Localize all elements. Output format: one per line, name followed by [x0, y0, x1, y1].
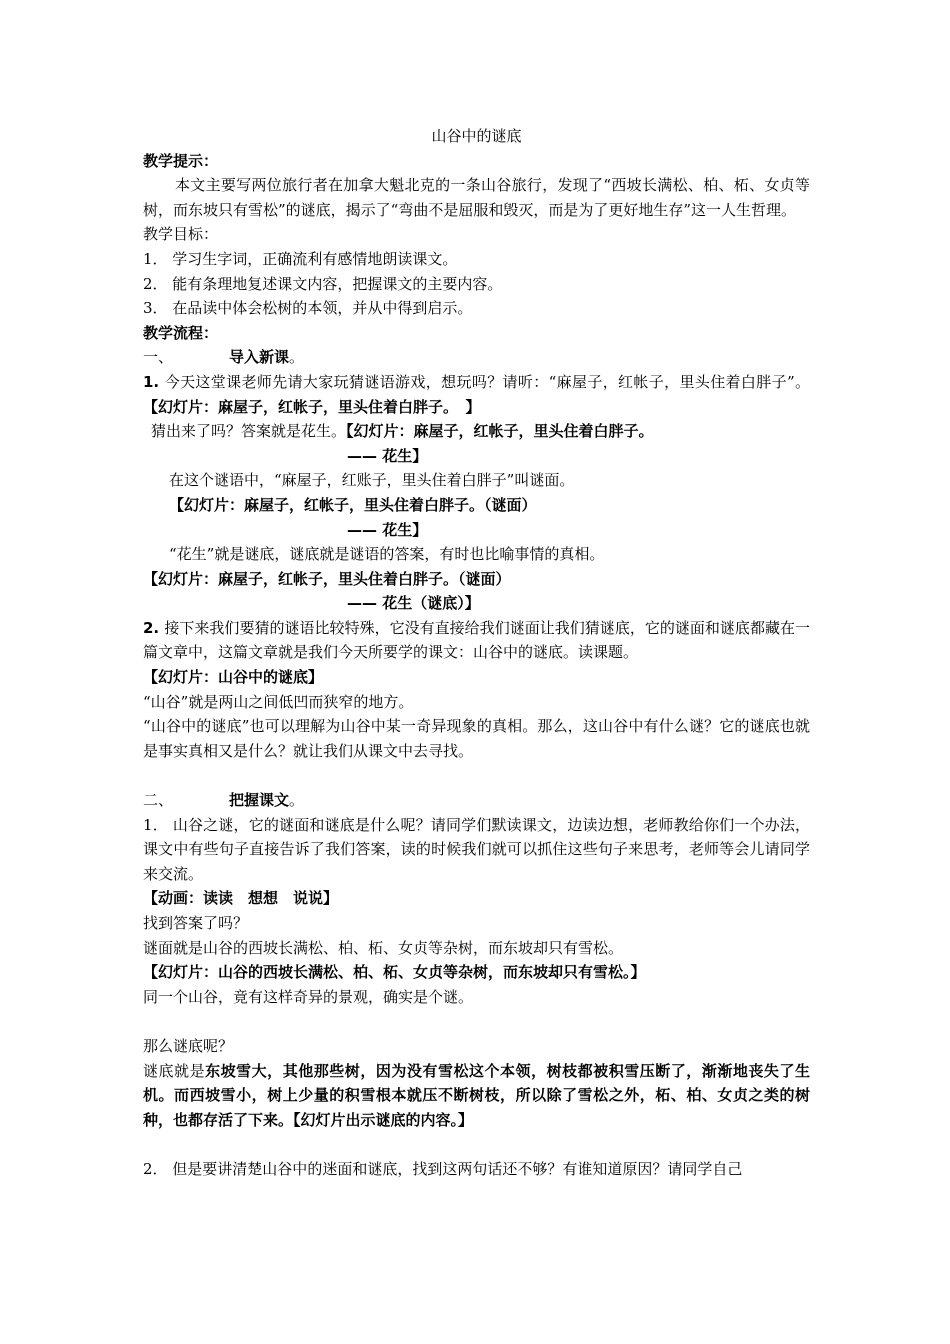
paragraph-2-text: 猜出来了吗？答案就是花生。 [151, 422, 347, 441]
part2-title: 把握课文 [229, 791, 290, 810]
question-1-animation: 【动画：读读 想想 说说】 [143, 889, 339, 908]
paragraph-5-number: 2. [143, 618, 165, 637]
paragraph-6: “山谷”就是两山之间低凹而狭窄的地方。 [143, 692, 414, 711]
part2-number: 二、 [143, 791, 174, 810]
question-2-ask: 那么谜底呢？ [143, 1036, 234, 1055]
goal-item-2: 2． 能有条理地复述课文内容，把握课文的主要内容。 [143, 274, 503, 293]
document-page [143, 124, 810, 1182]
paragraph-1 [143, 370, 810, 419]
goals-heading: 教学目标： [143, 225, 219, 244]
part1-dot: 。 [289, 348, 305, 367]
paragraph-2-answer: —— 花生】 [347, 446, 428, 465]
question-2-lead: 谜底就是 [143, 1061, 206, 1080]
question-1-answer: 谜面就是山谷的西坡长满松、柏、柘、女贞等杂树，而东坡却只有雪松。 [143, 938, 624, 957]
paragraph-3-text: 在这个谜语中，“麻屋子，红账子，里头住着白胖子”叫谜面。 [169, 471, 575, 490]
blank-line [143, 1009, 810, 1034]
question-3-text: 2． 但是要讲清楚山谷中的迷面和谜底，找到这两句话还不够？有谁知道原因？请同学自己 [143, 1159, 743, 1178]
paragraph-3-answer: —— 花生】 [347, 520, 428, 539]
paragraph-4-answer: —— 花生（谜底）】 [347, 594, 480, 613]
paragraph-5 [143, 616, 810, 665]
paragraph-7: “山谷中的谜底”也可以理解为山谷中某一奇异现象的真相。那么，这山谷中有什么谜？它的谜底也就是事实真相又是什么？就让我们从课文中去寻找。 [143, 717, 810, 760]
part1-title: 导入新课 [229, 348, 290, 367]
question-1-note: 同一个山谷，竟有这样奇异的景观，确实是个谜。 [143, 987, 474, 1006]
paragraph-2-slide: 【幻灯片：麻屋子，红帐子，里头住着白胖子。 [346, 422, 654, 441]
part1-heading [143, 345, 810, 370]
part2-dot: 。 [289, 791, 305, 810]
question-2-bold: 东坡雪大，其他那些树，因为没有雪松这个本领，树枝都被积雪压断了，渐渐地丧失了生机。而西坡雪小，树上少量的积雪根本就压不断树枝，所以除了雪松之外，柘、柏、女贞之类的树种，也都存活了下来。【幻灯片出示谜底的内容。】 [143, 1061, 810, 1129]
paragraph-1-number: 1. [143, 372, 165, 391]
paragraph-1-slide: 【幻灯片：麻屋子，红帐子，里头住着白胖子。 】 [143, 397, 481, 416]
paragraph-2 [143, 419, 810, 444]
part1-number: 一、 [143, 348, 174, 367]
question-2-answer [143, 1059, 810, 1133]
paragraph-4-text: “花生”就是谜底，谜底就是谜语的答案，有时也比喻事情的真相。 [169, 545, 605, 564]
blank-line [143, 763, 810, 788]
goal-item-3: 3． 在品读中体会松树的本领，并从中得到启示。 [143, 299, 473, 318]
document-title: 山谷中的谜底 [431, 127, 522, 145]
paragraph-1-text: 今天这堂课老师先请大家玩猜谜语游戏，想玩吗？请听：“麻屋子，红帐子，里头住着白胖子”。 [164, 372, 811, 391]
paragraph-4-slide: 【幻灯片：麻屋子，红帐子，里头住着白胖子。（谜面） [143, 569, 511, 588]
paragraph-3-slide: 【幻灯片：麻屋子，红帐子，里头住着白胖子。（谜面） [169, 495, 537, 514]
blank-line [143, 1132, 810, 1157]
goal-item-1: 1． 学习生字词，正确流利有感情地朗读课文。 [143, 249, 458, 268]
part2-heading [143, 788, 810, 813]
tips-paragraph: 本文主要写两位旅行者在加拿大魁北克的一条山谷旅行，发现了“西坡长满松、柏、柘、女贞等树，而东坡只有雪松”的谜底，揭示了“弯曲不是屈服和毁灭，而是为了更好地生存”这一人生哲理。 [143, 176, 810, 219]
paragraph-5-slide: 【幻灯片：山谷中的谜底】 [143, 668, 324, 687]
tips-heading: 教学提示： [143, 151, 219, 170]
flow-heading: 教学流程： [143, 323, 219, 342]
paragraph-5-text: 接下来我们要猜的谜语比较特殊，它没有直接给我们谜面让我们猜谜底，它的谜面和谜底都藏在一篇文章中，这篇文章就是我们今天所要学的课文：山谷中的谜底。读课题。 [143, 618, 810, 662]
question-1-text: 1． 山谷之谜，它的谜面和谜底是什么呢？请同学们默读课文，边读边想，老师教给你们一个办法，课文中有些句子直接告诉了我们答案，读的时候我们就可以抓住这些句子来思考，老师等会儿请同学来交流。 [143, 815, 810, 883]
question-1-found: 找到答案了吗？ [143, 914, 249, 932]
question-1-slide: 【幻灯片：山谷的西坡长满松、柏、柘、女贞等杂树，而东坡却只有雪松。】 [143, 963, 646, 982]
